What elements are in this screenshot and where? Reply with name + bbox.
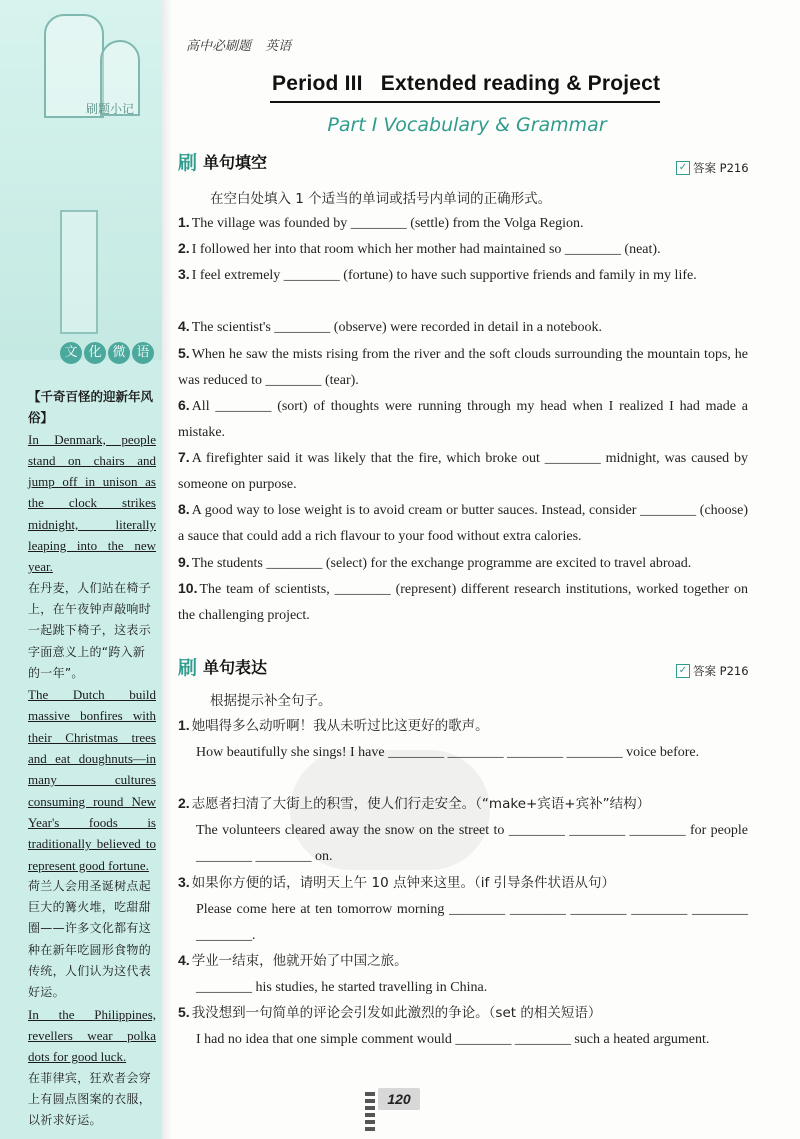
answer-reference [676,160,749,176]
page-title: Period III Extended reading & Project [272,72,661,95]
answer-page: 答案 P216 [693,664,749,678]
item-prompt-zh: 她唱得多么动听啊！我从未听过比这更好的歌声。 [191,718,489,734]
exercise-item [178,313,748,341]
item-text: I followed her into that room which her mother had maintained so ________ (neat). [191,242,661,257]
page-dots-decoration [365,1092,375,1132]
item-sentence-en: Please come here at ten tomorrow morning ________ ________ ________ ________ ________ ________. [196,902,748,943]
item-number: 1. [178,717,190,733]
sidebar-paragraph-zh: 在丹麦，人们站在椅子上，在午夜钟声敲响时一起跳下椅子，这表示字面意义上的“跨入新的一年”。 [28,580,152,680]
item-text: When he saw the mists rising from the river and the soft clouds surrounding the mountain tops, he was reduced to ________ (tear). [178,347,748,388]
item-number: 5. [178,345,190,361]
book-name: 高中必刷题 [186,39,252,54]
exercise-item [178,235,748,263]
item-text: The scientist's ________ (observe) were recorded in detail in a notebook. [191,320,603,335]
exercise-item [178,575,748,629]
exercise-item [178,261,748,289]
item-sentence-en: I had no idea that one simple comment would ________ ________ such a heated argument. [196,1032,710,1047]
section-title: 单句表达 [203,658,268,677]
answer-page: 答案 P216 [693,161,749,175]
item-number: 2. [178,795,190,811]
exercise-item [178,209,748,237]
item-number: 8. [178,501,190,517]
item-number: 10. [178,580,198,596]
item-sentence-en: The volunteers cleared away the snow on the street to ________ ________ ________ for people ________ ________ on. [196,823,748,864]
section-instruction: 在空白处填入 1 个适当的单词或括号内单词的正确形式。 [210,191,552,207]
checkmark-icon: ✓ [676,664,690,678]
item-text: A good way to lose weight is to avoid cream or butter sauces. Instead, consider ________ (choose) a sauce that could add a rich flavour to your food without extra calories. [178,503,748,544]
item-number: 4. [178,952,190,968]
sidebar-paragraph-en: The Dutch build massive bonfires with their Christmas trees and eat doughnuts—in many cultures consuming round New Year's foods is traditionally believed to represent good fortune. [28,687,156,873]
page-number: 120 [378,1088,420,1110]
item-prompt-zh: 志愿者扫清了大街上的积雪，使人们行走安全。（“make+宾语+宾补”结构） [191,796,651,812]
title-underline [270,101,660,103]
item-text: The village was founded by ________ (settle) from the Volga Region. [191,216,584,231]
item-number: 5. [178,1004,190,1020]
running-header [186,35,301,54]
item-number: 1. [178,214,190,230]
item-text: I feel extremely ________ (fortune) to have such supportive friends and family in my life. [191,268,697,283]
section-heading [178,148,267,175]
item-number: 2. [178,240,190,256]
badge-char: 微 [108,342,130,364]
exercise-item [178,712,748,766]
section-heading [178,653,267,680]
item-number: 9. [178,554,190,570]
item-text: The students ________ (select) for the exchange programme are excited to travel abroad. [191,556,692,571]
answer-reference [676,663,749,679]
sidebar-paragraph-en: In Denmark, people stand on chairs and jump off in unison as the clock strikes midnight, literally leaping into the new year. [28,431,156,575]
sidebar [0,0,162,1139]
sidebar-note: 刷题小记 [86,102,135,116]
page-spine [162,0,172,1139]
item-sentence-en: ________ his studies, he started travelling in China. [196,980,488,995]
exercise-item [178,869,748,949]
section-mark: 刷 [178,657,198,679]
subject-name: 英语 [265,39,292,54]
section-mark: 刷 [178,152,198,174]
exercise-item [178,549,748,577]
badge-char: 语 [132,342,154,364]
item-sentence-en: How beautifully she sings! I have ________ ________ ________ ________ voice before. [196,745,700,760]
item-number: 4. [178,318,190,334]
page-subtitle: Part I Vocabulary & Grammar [327,114,607,136]
item-text: A firefighter said it was likely that the fire, which broke out ________ midnight, was caused by someone on purpose. [178,451,748,492]
item-number: 3. [178,874,190,890]
sidebar-paragraph-zh: 荷兰人会用圣诞树点起巨大的篝火堆，吃甜甜圈——许多文化都有这种在新年吃圆形食物的传统，人们认为这代表好运。 [28,878,152,1000]
exercise-item [178,790,748,870]
item-prompt-zh: 如果你方便的话，请明天上午 10 点钟来这里。（if 引导条件状语从句） [191,875,615,891]
sidebar-illustration [0,0,162,360]
item-prompt-zh: 学业一结束，他就开始了中国之旅。 [191,953,408,969]
sidebar-paragraph-en: In the Philippines, revellers wear polka dots for good luck. [28,1006,156,1065]
exercise-item [178,340,748,394]
exercise-item [178,392,748,446]
exercise-item [178,999,748,1053]
item-prompt-zh: 我没想到一句简单的评论会引发如此激烈的争论。（set 的相关短语） [191,1005,602,1021]
item-number: 3. [178,266,190,282]
item-text: All ________ (sort) of thoughts were running through my head when I realized I had made a mistake. [178,399,748,440]
culture-badge [60,342,154,364]
clock-tower-illustration [60,210,98,334]
exercise-item [178,444,748,498]
item-number: 7. [178,449,190,465]
section-instruction: 根据提示补全句子。 [210,693,332,709]
exercise-item [178,947,748,1001]
badge-char: 化 [84,342,106,364]
sidebar-text [28,386,156,1131]
item-text: The team of scientists, ________ (represent) different research institutions, worked together on the challenging project. [178,582,748,623]
item-number: 6. [178,397,190,413]
badge-char: 文 [60,342,82,364]
checkmark-icon: ✓ [676,161,690,175]
sidebar-paragraph-zh: 在菲律宾，狂欢者会穿上有圆点图案的衣服，以祈求好运。 [28,1070,152,1128]
section-title: 单句填空 [203,153,268,172]
exercise-item [178,496,748,550]
sidebar-heading: 【千奇百怪的迎新年风俗】 [28,389,154,426]
